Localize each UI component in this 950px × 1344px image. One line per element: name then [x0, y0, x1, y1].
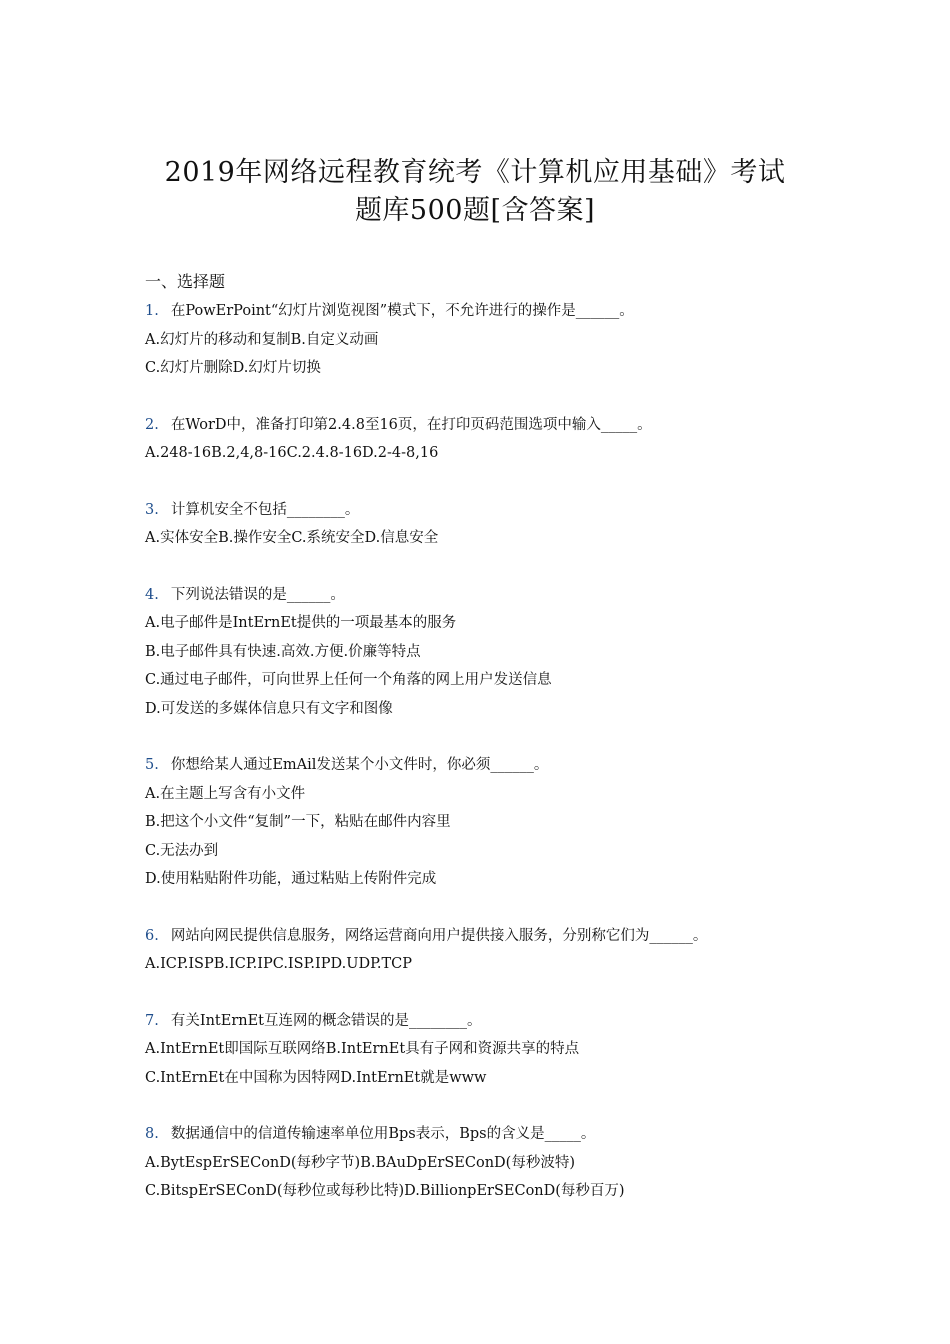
answer-option: A.幻灯片的移动和复制B.自定义动画: [145, 331, 379, 348]
question-number: 5.: [145, 757, 159, 773]
answer-option: C.通过电子邮件，可向世界上任何一个角落的网上用户发送信息: [145, 672, 552, 688]
question-list: [145, 297, 845, 1234]
question-6: [145, 922, 845, 979]
answer-option: A.248-16B.2,4,8-16C.2.4.8-16D.2-4-8,16: [145, 445, 439, 461]
question-number: 1.: [145, 303, 159, 319]
question-2: [145, 411, 845, 468]
question-text: 计算机安全不包括________。: [170, 501, 360, 518]
answer-option: A.ICP.ISPB.ICP.IPC.ISP.IPD.UDP.TCP: [145, 956, 413, 972]
question-5: [145, 751, 845, 894]
answer-option: C.IntErnEt在中国称为因特网D.IntErnEt就是www: [145, 1069, 487, 1086]
question-text: 在WorD中，准备打印第2.4.8至16页，在打印页码范围选项中输入_____。: [170, 416, 652, 433]
question-number: 4.: [145, 586, 159, 603]
question-1: [145, 297, 845, 383]
question-number: 7.: [145, 1012, 159, 1029]
answer-option: B.电子邮件具有快速.高效.方便.价廉等特点: [145, 643, 421, 660]
answer-option: A.IntErnEt即国际互联网络B.IntErnEt具有子网和资源共享的特点: [145, 1041, 580, 1057]
answer-option: A.在主题上写含有小文件: [145, 785, 306, 802]
question-number: 8.: [145, 1126, 159, 1142]
question-text: 下列说法错误的是______。: [170, 586, 345, 603]
question-text: 你想给某人通过EmAil发送某个小文件时，你必须______。: [170, 757, 549, 773]
question-8: [145, 1120, 845, 1206]
answer-option: D.可发送的多媒体信息只有文字和图像: [145, 700, 393, 717]
document-title-line-2: 题库500题[含答案]: [354, 195, 596, 226]
answer-option: A.实体安全B.操作安全C.系统安全D.信息安全: [145, 530, 439, 546]
question-stem: [145, 751, 845, 780]
question-7: [145, 1007, 845, 1093]
answer-option: C.幻灯片删除D.幻灯片切换: [145, 360, 321, 376]
document-title-line-1: 2019年网络远程教育统考《计算机应用基础》考试: [164, 157, 786, 188]
section-heading: 一、选择题: [145, 272, 226, 291]
question-text: 网站向网民提供信息服务，网络运营商向用户提供接入服务，分别称它们为______。: [170, 927, 708, 944]
question-text: 数据通信中的信道传输速率单位用Bps表示，Bps的含义是_____。: [170, 1126, 596, 1142]
answer-option: A.BytEspErSEConD(每秒字节)B.BAuDpErSEConD(每秒波特): [145, 1154, 575, 1171]
question-stem: [145, 411, 845, 440]
question-stem: [145, 1120, 845, 1149]
answer-option: A.电子邮件是IntErnEt提供的一项最基本的服务: [145, 615, 457, 631]
question-4: [145, 581, 845, 724]
question-stem: [145, 1007, 845, 1036]
question-number: 3.: [145, 501, 159, 518]
question-text: 在PowErPoint“幻灯片浏览视图”模式下，不允许进行的操作是______。: [170, 303, 634, 319]
answer-option: C.BitspErSEConD(每秒位或每秒比特)D.BillionpErSEConD(每秒百万): [145, 1183, 625, 1199]
question-stem: [145, 297, 845, 326]
question-stem: [145, 922, 845, 951]
question-number: 2.: [145, 416, 159, 433]
question-stem: [145, 581, 845, 610]
answer-option: B.把这个小文件“复制”一下，粘贴在邮件内容里: [145, 814, 451, 830]
question-stem: [145, 496, 845, 525]
question-number: 6.: [145, 927, 159, 944]
question-3: [145, 496, 845, 553]
answer-option: C.无法办到: [145, 842, 219, 859]
question-text: 有关IntErnEt互连网的概念错误的是________。: [170, 1012, 482, 1029]
answer-option: D.使用粘贴附件功能，通过粘贴上传附件完成: [145, 871, 437, 887]
